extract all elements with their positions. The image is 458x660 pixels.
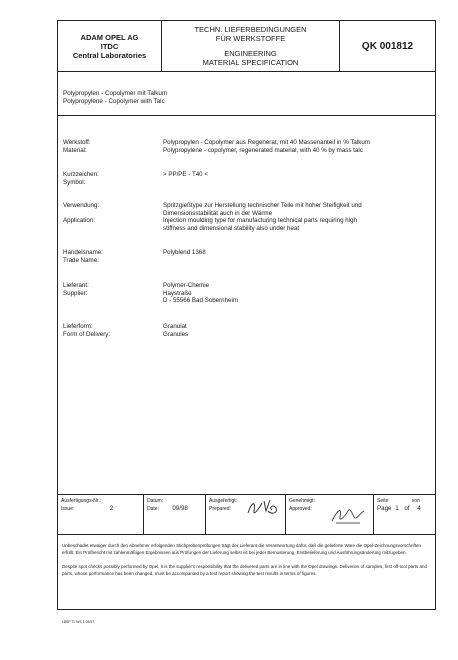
application-en-line2: stiffness and dimensional stability also under heat	[163, 224, 300, 232]
material-de: Polypropylen - Copolymer aus Regenerat, mit 40 Massenanteil in % Talkum	[163, 139, 370, 146]
delivery-label-en: Form of Delivery:	[63, 330, 111, 338]
signoff-table	[58, 494, 435, 535]
application-en-line1: Injection moulding type for manufacturing technical parts requiring high	[163, 217, 357, 224]
delivery-label-de: Lieferform:	[63, 323, 93, 330]
delivery-value	[163, 323, 423, 338]
supplier-address	[163, 282, 423, 305]
spec-number: QK 001812	[361, 40, 414, 52]
header	[58, 21, 435, 72]
approved-cell	[286, 495, 374, 534]
material-label-en: Material:	[63, 146, 87, 154]
date-label-de: Datum:	[147, 498, 164, 504]
date-value: 09/98	[172, 505, 188, 512]
company-department: Central Laboratories	[72, 50, 147, 60]
prepared-cell	[206, 495, 286, 534]
application-label	[63, 202, 158, 225]
subtitle-en: Polypropylene - Copolymer with Talc	[63, 97, 165, 105]
date-cell	[144, 495, 206, 534]
application-label-en: Application:	[63, 217, 95, 224]
symbol-value: > PP/PE - T40 <	[163, 171, 208, 178]
supplier-label-de: Lieferant:	[63, 282, 89, 289]
material-en: Polypropylene - copolymer, regenerated material, with 40 % by mass talc	[163, 146, 363, 154]
symbol-label	[63, 171, 158, 186]
company-block	[58, 21, 162, 71]
prepared-label-en: Prepared:	[209, 506, 231, 512]
supplier-city: D - 55566 Bad Sobernheim	[163, 297, 238, 304]
symbol-label-en: Symbol:	[63, 178, 86, 186]
issue-value: 2	[109, 505, 114, 512]
company-division: ITDC	[100, 41, 119, 51]
issue-cell	[58, 495, 144, 534]
issue-label-de: Ausfertigungs-Nr.:	[61, 498, 102, 504]
supplier-label	[63, 282, 158, 297]
supplier-label-en: Supplier:	[63, 289, 88, 297]
approved-signature	[330, 503, 370, 527]
note-en: Despite spot checks possibly performed by Opel, it is the supplier's responsibility that the delivered parts are in line with the Opel drawings. Deliveries of samples, first off-tool parts and parts, whose performance has been changed, must be accompanied by a test report showing the test results in terms of figures.	[62, 564, 427, 576]
page-total: 4	[417, 505, 421, 512]
page-label-en: Page	[377, 505, 392, 512]
delivery-label	[63, 323, 158, 338]
material-value	[163, 139, 423, 154]
liability-notes	[62, 542, 430, 584]
page-current: 1	[395, 505, 399, 512]
application-label-de: Verwendung:	[63, 202, 100, 209]
trade-name-label	[63, 249, 158, 264]
company-name: ADAM OPEL AG	[80, 32, 139, 42]
specification-sheet	[57, 20, 436, 610]
page-of-de: von	[411, 498, 420, 504]
application-de-line2: Dimensionsstabilität auch in der Wärme	[163, 209, 273, 217]
title-en-line1: ENGINEERING	[224, 49, 277, 58]
application-value	[163, 202, 423, 232]
trade-label-en: Trade Name:	[63, 256, 99, 264]
symbol-label-de: Kurzzeichen:	[63, 171, 99, 178]
delivery-en: Granules	[163, 330, 189, 338]
title-en-line2: MATERIAL SPECIFICATION	[202, 58, 299, 67]
supplier-street: Haystraße	[163, 289, 192, 297]
material-label-de: Werkstoff:	[63, 139, 91, 146]
material-label	[63, 139, 158, 154]
subtitle-de: Polypropylen - Copolymer mit Talkum	[63, 90, 168, 97]
page-label-de: Seite	[377, 498, 389, 504]
title-de-line1: TECHN. LIEFERBEDINGUNGEN	[194, 25, 307, 34]
prepared-signature	[246, 497, 282, 519]
approved-label-de: Genehmigt:	[289, 498, 315, 504]
material-subtitle	[58, 71, 435, 116]
page-of-en: of	[404, 505, 410, 512]
supplier-name: Polymer-Chemie	[163, 282, 210, 289]
title-de-line2: FÜR WERKSTOFFE	[215, 34, 286, 43]
form-code: LBSP TL WS 1 09/97	[62, 620, 94, 624]
delivery-de: Granulat	[163, 323, 187, 330]
date-label-en: Date:	[147, 506, 159, 512]
document-title-block	[162, 21, 340, 71]
trade-label-de: Handelsname:	[63, 249, 103, 256]
note-de: Unbeschadet etwaiger durch den Abnehmer erfolgenden Stichprobenprüfungen trägt der Lieferant die Verantwortung dafür, daß die gelieferte Ware die Opel-Zeichnungsvorschriften erfüllt. Ein Prüfbericht mit zahlenmäßigen Ergebnissen aus Prüfungen der Lieferung selbst ist bei jeder Bemusterung, Erstbelieferung und Ausführungsänderung mitzugeben.	[62, 543, 422, 555]
application-de-line1: Spritzgießtype zur Herstellung technischer Teile mit hoher Steifigkeit und	[163, 202, 362, 209]
issue-label-en: Issue:	[61, 506, 75, 512]
trade-name-value: Polyblend 1368	[163, 249, 206, 256]
page-cell	[374, 495, 437, 534]
prepared-label-de: Ausgefertigt:	[209, 498, 238, 504]
approved-label-en: Approved:	[289, 506, 312, 512]
